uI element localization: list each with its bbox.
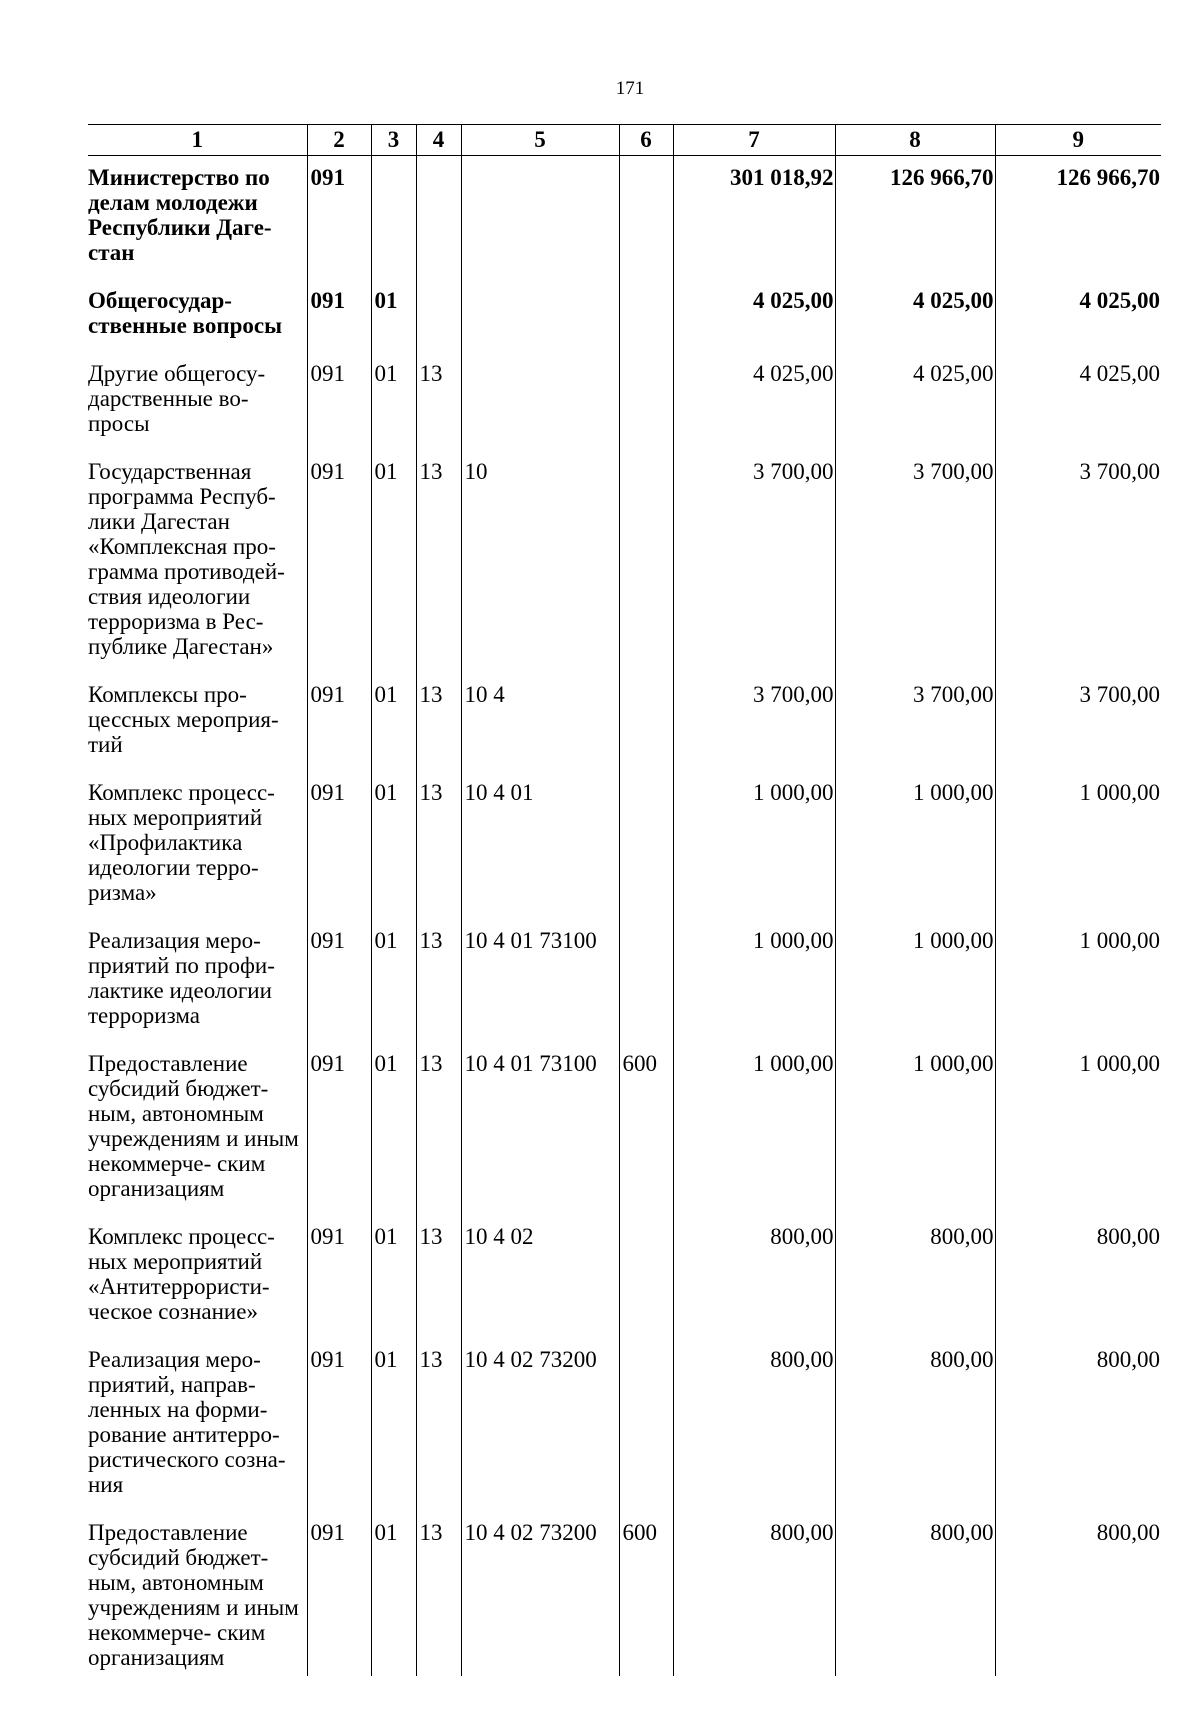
expense-type-cell — [619, 156, 673, 280]
subsection-code-cell: 13 — [416, 1511, 461, 1676]
row-name-cell: Реализация меро- приятий по профи- лактике идеологии терроризма — [88, 928, 275, 1028]
amount-cell: 800,00 — [835, 1215, 995, 1338]
amount-cell: 4 025,00 — [673, 352, 835, 450]
column-header: 6 — [619, 125, 673, 156]
ministry-code-cell: 091 — [307, 450, 371, 673]
expense-type-cell — [619, 279, 673, 352]
amount-cell: 4 025,00 — [995, 279, 1161, 352]
target-article-cell: 10 4 02 73200 — [461, 1338, 619, 1511]
amount-cell: 800,00 — [673, 1215, 835, 1338]
table-row — [88, 673, 1161, 771]
table-body — [88, 156, 1161, 1677]
amount-cell: 4 025,00 — [673, 279, 835, 352]
ministry-code-cell: 091 — [307, 771, 371, 919]
column-header: 9 — [995, 125, 1161, 156]
ministry-code-cell: 091 — [307, 1215, 371, 1338]
ministry-code-cell: 091 — [307, 156, 371, 280]
budget-table — [88, 124, 1161, 1676]
column-header: 5 — [461, 125, 619, 156]
section-code-cell: 01 — [371, 771, 416, 919]
amount-cell: 3 700,00 — [835, 450, 995, 673]
table-row — [88, 352, 1161, 450]
table-row — [88, 919, 1161, 1042]
subsection-code-cell: 13 — [416, 771, 461, 919]
table-row — [88, 156, 1161, 280]
column-header: 4 — [416, 125, 461, 156]
table-row — [88, 279, 1161, 352]
target-article-cell: 10 4 — [461, 673, 619, 771]
target-article-cell: 10 4 01 — [461, 771, 619, 919]
ministry-code-cell: 091 — [307, 1338, 371, 1511]
section-code-cell: 01 — [371, 279, 416, 352]
target-article-cell: 10 4 02 73200 — [461, 1511, 619, 1676]
column-header: 3 — [371, 125, 416, 156]
amount-cell: 3 700,00 — [673, 450, 835, 673]
expense-type-cell — [619, 352, 673, 450]
row-name-cell: Министерство по делам молодежи Республики Даге- стан — [88, 165, 272, 265]
target-article-cell — [461, 279, 619, 352]
expense-type-cell — [619, 919, 673, 1042]
amount-cell: 301 018,92 — [673, 156, 835, 280]
subsection-code-cell: 13 — [416, 450, 461, 673]
expense-type-cell: 600 — [619, 1042, 673, 1215]
amount-cell: 3 700,00 — [673, 673, 835, 771]
row-name-cell: Реализация меро- приятий, направ- ленных на форми- рование антитерро- ристического созна- ния — [88, 1347, 286, 1497]
expense-type-cell — [619, 771, 673, 919]
target-article-cell: 10 4 02 — [461, 1215, 619, 1338]
amount-cell: 4 025,00 — [835, 352, 995, 450]
amount-cell: 126 966,70 — [835, 156, 995, 280]
row-name-cell: Комплекс процесс- ных мероприятий «Профилактика идеологии терро- ризма» — [88, 780, 275, 905]
amount-cell: 800,00 — [995, 1338, 1161, 1511]
column-header: 1 — [88, 125, 307, 156]
amount-cell: 1 000,00 — [835, 919, 995, 1042]
row-name-cell: Государственная программа Респуб- лики Дагестан «Комплексная про- грамма противодей- ствия идеологии терроризма в Рес- публике Дагестан» — [88, 459, 285, 659]
section-code-cell: 01 — [371, 352, 416, 450]
table-row — [88, 1215, 1161, 1338]
row-name-cell: Общегосудар- ственные вопросы — [88, 288, 283, 338]
target-article-cell: 10 4 01 73100 — [461, 919, 619, 1042]
expense-type-cell — [619, 673, 673, 771]
section-code-cell: 01 — [371, 1042, 416, 1215]
amount-cell: 126 966,70 — [995, 156, 1161, 280]
table-row — [88, 1042, 1161, 1215]
ministry-code-cell: 091 — [307, 1042, 371, 1215]
subsection-code-cell: 13 — [416, 352, 461, 450]
subsection-code-cell — [416, 156, 461, 280]
section-code-cell: 01 — [371, 919, 416, 1042]
ministry-code-cell: 091 — [307, 279, 371, 352]
row-name-cell: Комплексы про- цессных мероприя- тий — [88, 682, 279, 757]
table-row — [88, 450, 1161, 673]
section-code-cell: 01 — [371, 1215, 416, 1338]
ministry-code-cell: 091 — [307, 1511, 371, 1676]
amount-cell: 800,00 — [995, 1215, 1161, 1338]
target-article-cell: 10 4 01 73100 — [461, 1042, 619, 1215]
row-name-cell: Другие общегосу- дарственные во- просы — [88, 361, 266, 436]
amount-cell: 800,00 — [835, 1338, 995, 1511]
column-header: 8 — [835, 125, 995, 156]
table-row — [88, 1338, 1161, 1511]
amount-cell: 1 000,00 — [835, 771, 995, 919]
expense-type-cell — [619, 1338, 673, 1511]
column-number-row — [88, 125, 1161, 156]
amount-cell: 1 000,00 — [995, 771, 1161, 919]
expense-type-cell: 600 — [619, 1511, 673, 1676]
section-code-cell: 01 — [371, 1511, 416, 1676]
expense-type-cell — [619, 450, 673, 673]
subsection-code-cell: 13 — [416, 919, 461, 1042]
target-article-cell: 10 — [461, 450, 619, 673]
amount-cell: 4 025,00 — [835, 279, 995, 352]
amount-cell: 3 700,00 — [995, 673, 1161, 771]
row-name-cell: Предоставление субсидий бюджет- ным, автономным учреждениям и иным некоммерче- ским организациям — [88, 1051, 299, 1201]
subsection-code-cell — [416, 279, 461, 352]
subsection-code-cell: 13 — [416, 1338, 461, 1511]
ministry-code-cell: 091 — [307, 673, 371, 771]
amount-cell: 1 000,00 — [673, 919, 835, 1042]
amount-cell: 800,00 — [673, 1338, 835, 1511]
amount-cell: 1 000,00 — [995, 919, 1161, 1042]
amount-cell: 1 000,00 — [995, 1042, 1161, 1215]
section-code-cell: 01 — [371, 450, 416, 673]
amount-cell: 1 000,00 — [673, 771, 835, 919]
amount-cell: 800,00 — [995, 1511, 1161, 1676]
amount-cell: 800,00 — [835, 1511, 995, 1676]
amount-cell: 3 700,00 — [835, 673, 995, 771]
column-header: 7 — [673, 125, 835, 156]
ministry-code-cell: 091 — [307, 352, 371, 450]
row-name-cell: Предоставление субсидий бюджет- ным, автономным учреждениям и иным некоммерче- ским организациям — [88, 1520, 299, 1670]
amount-cell: 3 700,00 — [995, 450, 1161, 673]
section-code-cell: 01 — [371, 1338, 416, 1511]
table-row — [88, 1511, 1161, 1676]
table-row — [88, 771, 1161, 919]
row-name-cell: Комплекс процесс- ных мероприятий «Антитеррористи- ческое сознание» — [88, 1224, 275, 1324]
ministry-code-cell: 091 — [307, 919, 371, 1042]
amount-cell: 1 000,00 — [835, 1042, 995, 1215]
amount-cell: 800,00 — [673, 1511, 835, 1676]
subsection-code-cell: 13 — [416, 1215, 461, 1338]
target-article-cell — [461, 156, 619, 280]
target-article-cell — [461, 352, 619, 450]
expense-type-cell — [619, 1215, 673, 1338]
amount-cell: 4 025,00 — [995, 352, 1161, 450]
amount-cell: 1 000,00 — [673, 1042, 835, 1215]
column-header: 2 — [307, 125, 371, 156]
subsection-code-cell: 13 — [416, 673, 461, 771]
page-number: 171 — [615, 78, 645, 99]
subsection-code-cell: 13 — [416, 1042, 461, 1215]
section-code-cell — [371, 156, 416, 280]
section-code-cell: 01 — [371, 673, 416, 771]
